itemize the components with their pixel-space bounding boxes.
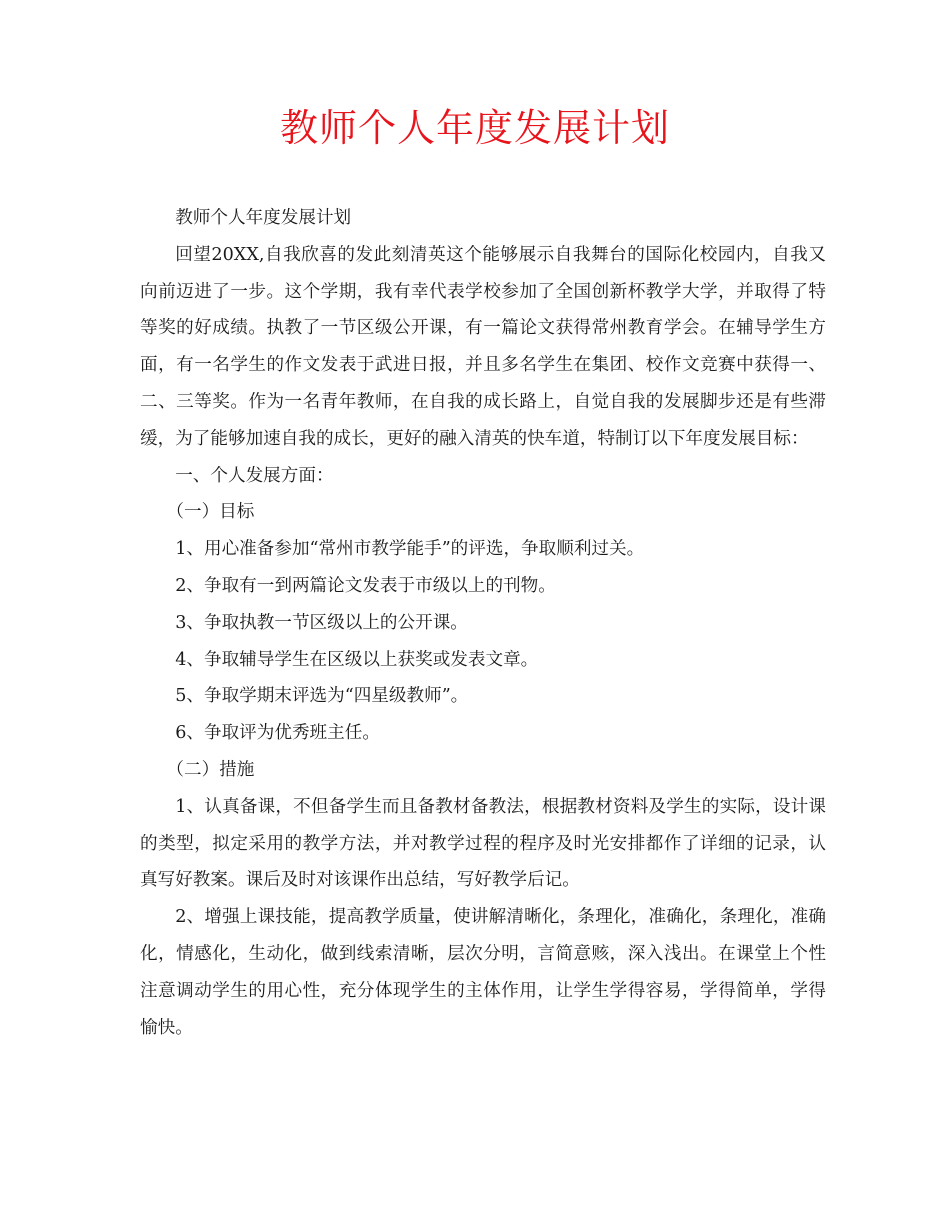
document-title: 教师个人年度发展计划 (279, 106, 670, 150)
goal-item-4: 4、争取辅导学生在区级以上获奖或发表文章。 (175, 649, 539, 670)
goal-item-1: 1、用心准备参加“常州市教学能手”的评选，争取顺利过关。 (175, 539, 645, 560)
intro-paragraph: 回望20XX,自我欣喜的发此刻清英这个能够展示自我舞台的国际化校园内，自我又向前迈进了一步。这个学期，我有幸代表学校参加了全国创新杯教学大学，并取得了特等奖的好成绩。执教了一节区级公开课，有一篇论文获得常州教育学会。在辅导学生方面，有一名学生的作文发表于武进日报，并且多名学生在集团、校作文竞赛中获得一、二、三等奖。作为一名青年教师，在自我的成长路上，自觉自我的发展脚步还是有些滞缓，为了能够加速自我的成长，更好的融入清英的快车道，特制订以下年度发展目标： (140, 244, 826, 449)
goal-item-5: 5、争取学期末评选为“四星级教师”。 (175, 686, 469, 707)
measure-paragraph-2: 2、增强上课技能，提高教学质量，使讲解清晰化，条理化，准确化，条理化，准确化，情感化，生动化，做到线索清晰，层次分明，言简意赅，深入浅出。在课堂上个性注意调动学生的用心性，充分体现学生的主体作用，让学生学得容易，学得简单，学得愉快。 (140, 907, 826, 1038)
section-heading-personal-development: 一、个人发展方面： (175, 465, 334, 486)
subheading-goals: （一）目标 (166, 502, 255, 523)
goal-item-6: 6、争取评为优秀班主任。 (175, 723, 380, 744)
subheading-measures: （二）措施 (166, 759, 255, 780)
measure-paragraph-1: 1、认真备课，不但备学生而且备教材备教法，根据教材资料及学生的实际，设计课的类型，拟定采用的教学方法，并对教学过程的程序及时光安排都作了详细的记录，认真写好教案。课后及时对该课作出总结，写好教学后记。 (140, 796, 826, 891)
goal-item-2: 2、争取有一到两篇论文发表于市级以上的刊物。 (175, 575, 556, 596)
goal-item-3: 3、争取执教一节区级以上的公开课。 (175, 612, 468, 633)
body-subtitle: 教师个人年度发展计划 (175, 208, 352, 228)
document-body (140, 200, 826, 1046)
